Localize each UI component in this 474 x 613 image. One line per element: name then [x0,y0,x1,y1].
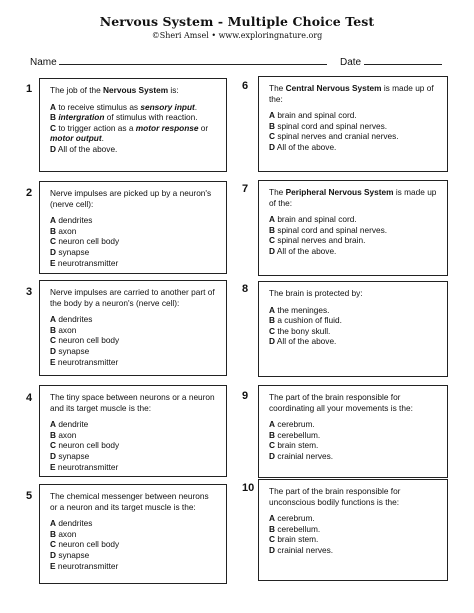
question-text-part: The tiny space between neurons or a neuron and its target muscle is the: [50,392,215,413]
option-text: dendrites [58,215,93,226]
answer-option[interactable] [269,430,439,441]
question-box [258,76,448,172]
answer-option[interactable] [269,110,439,121]
option-keyword: sensory input [140,101,195,112]
question-text [269,288,439,299]
question-box [258,385,448,478]
answer-option[interactable] [269,545,439,556]
question-text-part: The chemical messenger between neurons or a neuron and its target muscle is the: [50,491,209,512]
option-text: neurotransmitter [57,356,119,367]
option-letter: C [269,440,275,451]
answer-option[interactable] [269,336,439,347]
option-text: neuron cell body [58,335,120,346]
option-letter: D [50,549,56,560]
option-text: All of the above. [276,245,337,256]
answer-option[interactable] [269,419,439,430]
question-text-part: Nerve impulses are carried to another part of the body by a neuron's (nerve cell): [50,287,215,308]
option-text: cerebrum. [277,513,315,524]
option-text: spinal cord and spinal nerves. [277,224,388,235]
answer-option[interactable] [50,561,218,572]
option-text: All of the above. [276,141,337,152]
option-letter: D [269,544,275,555]
option-text: axon [58,225,77,236]
option-text: or [198,122,209,133]
option-keyword: intergration [58,112,105,123]
answer-option[interactable] [269,524,439,535]
question-number: 2 [26,187,33,199]
question-keyword: Peripheral Nervous System [285,187,394,197]
option-text: All of the above. [276,336,337,347]
option-text: neurotransmitter [57,257,119,268]
question-text-part: The part of the brain responsible for unconscious bodily functions is the: [269,486,401,507]
answer-option[interactable] [50,102,218,113]
option-letter: C [50,236,56,247]
option-text: the bony skull. [277,325,331,336]
option-letter: B [269,315,275,326]
option-letter: A [269,304,275,315]
question-text [50,287,218,308]
answer-option[interactable] [50,247,218,258]
option-letter: B [50,112,56,123]
option-letter: B [269,429,275,440]
question-text [50,85,218,96]
option-text: the meninges. [277,304,330,315]
answer-option[interactable] [269,225,439,236]
question-text-part: The [269,83,286,93]
option-text: . [194,101,198,112]
option-letter: D [269,336,275,347]
option-text: neuron cell body [58,539,120,550]
option-text: brain and spinal cord. [277,214,357,225]
answer-option[interactable] [269,121,439,132]
question-number: 4 [26,392,33,404]
option-letter: A [50,419,56,430]
question-keyword: Nervous System [103,85,169,95]
option-letter: C [50,440,56,451]
question-text-part: The part of the brain responsible for coordinating all your movements is the: [269,392,413,413]
answer-option[interactable] [50,430,218,441]
option-text: spinal nerves and brain. [277,235,366,246]
answer-option[interactable] [50,451,218,462]
option-letter: B [269,120,275,131]
question-text-part: Nerve impulses are picked up by a neuron's (nerve cell): [50,188,212,209]
answer-option[interactable] [50,335,218,346]
answer-option[interactable] [50,314,218,325]
option-letter: E [50,560,56,571]
answer-option[interactable] [50,236,218,247]
option-text: crainial nerves. [277,450,334,461]
option-letter: A [269,513,275,524]
question-number: 10 [242,482,255,494]
option-text: to receive stimulus as [58,101,141,112]
answer-option[interactable] [50,258,218,269]
option-letter: D [50,143,56,154]
option-text: cerebellum. [277,523,321,534]
option-letter: C [269,534,275,545]
option-letter: D [269,450,275,461]
option-letter: D [50,345,56,356]
option-keyword: motor output [50,133,102,144]
answer-option[interactable] [269,235,439,246]
question-number: 5 [26,490,33,502]
option-letter: A [50,518,56,529]
question-text [50,188,218,209]
answer-option[interactable] [50,440,218,451]
question-text-part: The job of the [50,85,104,95]
option-text: neuron cell body [58,236,120,247]
answer-option[interactable] [269,451,439,462]
option-text: to trigger action as a [58,122,136,133]
question-number: 6 [242,80,249,92]
option-letter: B [50,324,56,335]
option-text: cerebrum. [277,419,315,430]
answer-option[interactable] [269,305,439,316]
test-title: Nervous System - Multiple Choice Test [99,14,375,29]
question-box [258,479,448,581]
option-letter: C [269,235,275,246]
date-label: Date [340,57,362,68]
option-text: dendrite [58,419,89,430]
option-letter: B [269,523,275,534]
answer-option[interactable] [50,518,218,529]
option-letter: A [269,110,275,121]
option-text: neuron cell body [58,440,120,451]
question-text-part: The brain is protected by: [269,288,363,298]
answer-option[interactable] [269,326,439,337]
option-letter: E [50,257,56,268]
option-letter: A [269,214,275,225]
name-label: Name [30,57,57,68]
answer-option[interactable] [269,246,439,257]
option-text: spinal cord and spinal nerves. [277,120,388,131]
answer-option[interactable] [50,539,218,550]
option-text: crainial nerves. [277,544,334,555]
question-box [258,281,448,377]
answer-option[interactable] [269,214,439,225]
option-letter: B [50,225,56,236]
option-text: . [101,133,104,144]
question-number: 8 [242,283,249,295]
option-letter: C [50,539,56,550]
option-text: brain stem. [277,440,319,451]
option-text: synapse [58,246,90,257]
option-letter: A [50,215,56,226]
answer-option[interactable] [50,215,218,226]
option-text: All of the above. [57,143,118,154]
question-text [269,187,439,208]
option-letter: B [269,224,275,235]
question-text-part: The [269,187,286,197]
question-text [269,486,439,507]
option-letter: A [269,419,275,430]
option-text: synapse [58,450,90,461]
option-text: cerebellum. [277,429,321,440]
option-text: dendrites [58,314,93,325]
option-text: synapse [58,345,90,356]
question-text [269,392,439,413]
name-field[interactable] [30,57,327,68]
option-letter: D [50,246,56,257]
answer-option[interactable] [50,325,218,336]
answer-option[interactable] [269,513,439,524]
question-box [39,181,227,274]
answer-option[interactable] [269,440,439,451]
answer-option[interactable] [50,123,218,134]
option-text: synapse [58,549,90,560]
name-blank-line[interactable] [59,64,327,65]
option-letter: D [50,450,56,461]
question-number: 9 [242,390,249,402]
option-text: axon [58,324,77,335]
option-text: a cushion of fluid. [277,315,342,326]
option-letter: E [50,356,56,367]
question-box [39,280,227,376]
copyright-credit: ©Sheri Amsel • www.exploringnature.org [151,31,323,40]
option-letter: E [50,461,56,472]
date-blank-line[interactable] [364,64,442,65]
question-text-part: is: [168,85,179,95]
option-letter: D [269,141,275,152]
option-text: axon [58,429,77,440]
answer-option[interactable] [269,534,439,545]
answer-option[interactable] [50,462,218,473]
question-text-part: is made up of the: [269,187,437,208]
option-text: brain and spinal cord. [277,110,357,121]
option-letter: B [50,528,56,539]
question-text-part: is made up of the: [269,83,434,104]
option-letter: D [269,245,275,256]
answer-option[interactable] [269,315,439,326]
option-letter: A [50,101,56,112]
option-text: neurotransmitter [57,560,119,571]
answer-option[interactable] [50,529,218,540]
question-box [39,78,227,172]
option-text: axon [58,528,77,539]
answer-option[interactable] [50,357,218,368]
answer-option[interactable] [269,142,439,153]
option-text: of stimulus with reaction. [104,112,198,123]
option-text: spinal nerves and cranial nerves. [277,131,399,142]
question-box [39,385,227,477]
question-number: 1 [26,83,33,95]
option-letter: C [269,325,275,336]
option-letter: C [269,131,275,142]
option-keyword: motor response [135,122,199,133]
option-letter: B [50,429,56,440]
option-letter: C [50,122,56,133]
answer-option[interactable] [50,133,218,144]
question-number: 3 [26,286,33,298]
question-box [39,484,227,584]
option-text: brain stem. [277,534,319,545]
answer-option[interactable] [50,419,218,430]
option-text: neurotransmitter [57,461,119,472]
answer-option[interactable] [269,131,439,142]
question-number: 7 [242,183,249,195]
option-letter: A [50,314,56,325]
answer-option[interactable] [50,550,218,561]
question-keyword: Central Nervous System [285,83,382,93]
question-text [269,83,439,104]
option-text: dendrites [58,518,93,529]
answer-option[interactable] [50,144,218,155]
question-text [50,491,218,512]
answer-option[interactable] [50,346,218,357]
answer-option[interactable] [50,226,218,237]
question-box [258,180,448,276]
answer-option[interactable] [50,112,218,123]
option-letter: C [50,335,56,346]
date-field[interactable] [340,57,442,68]
question-text [50,392,218,413]
